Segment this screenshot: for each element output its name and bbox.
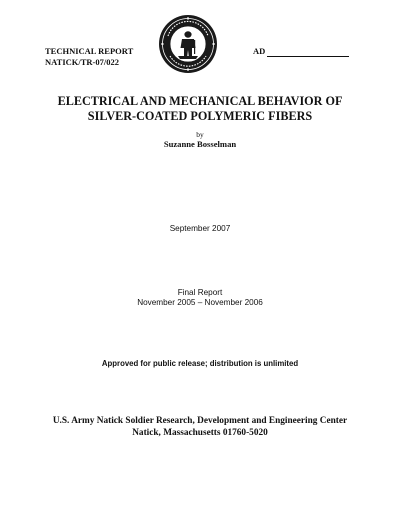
report-type: TECHNICAL REPORT xyxy=(45,46,134,56)
final-report-label: Final Report xyxy=(177,288,223,297)
distribution-statement: Approved for public release; distribution is unlimited xyxy=(101,359,299,368)
by-label: by xyxy=(196,130,204,139)
report-identifier xyxy=(45,46,133,68)
report-number: NATICK/TR-07/022 xyxy=(45,57,119,67)
ad-label: AD xyxy=(253,46,266,56)
report-period-range: November 2005 – November 2006 xyxy=(137,298,263,307)
ad-number-field xyxy=(253,46,349,57)
ad-blank-line xyxy=(267,48,349,57)
organization-name: U.S. Army Natick Soldier Research, Development and Engineering Center xyxy=(52,416,348,426)
organization-address xyxy=(0,415,400,439)
author-name: Suzanne Bosselman xyxy=(163,139,237,149)
report-period xyxy=(0,288,400,308)
army-research-seal-icon xyxy=(158,14,218,74)
organization-location: Natick, Massachusetts 01760-5020 xyxy=(132,428,268,438)
title-line-2: SILVER-COATED POLYMERIC FIBERS xyxy=(87,109,313,123)
publication-date: September 2007 xyxy=(169,224,231,233)
report-title xyxy=(20,94,380,124)
title-line-1: ELECTRICAL AND MECHANICAL BEHAVIOR OF xyxy=(57,94,343,108)
